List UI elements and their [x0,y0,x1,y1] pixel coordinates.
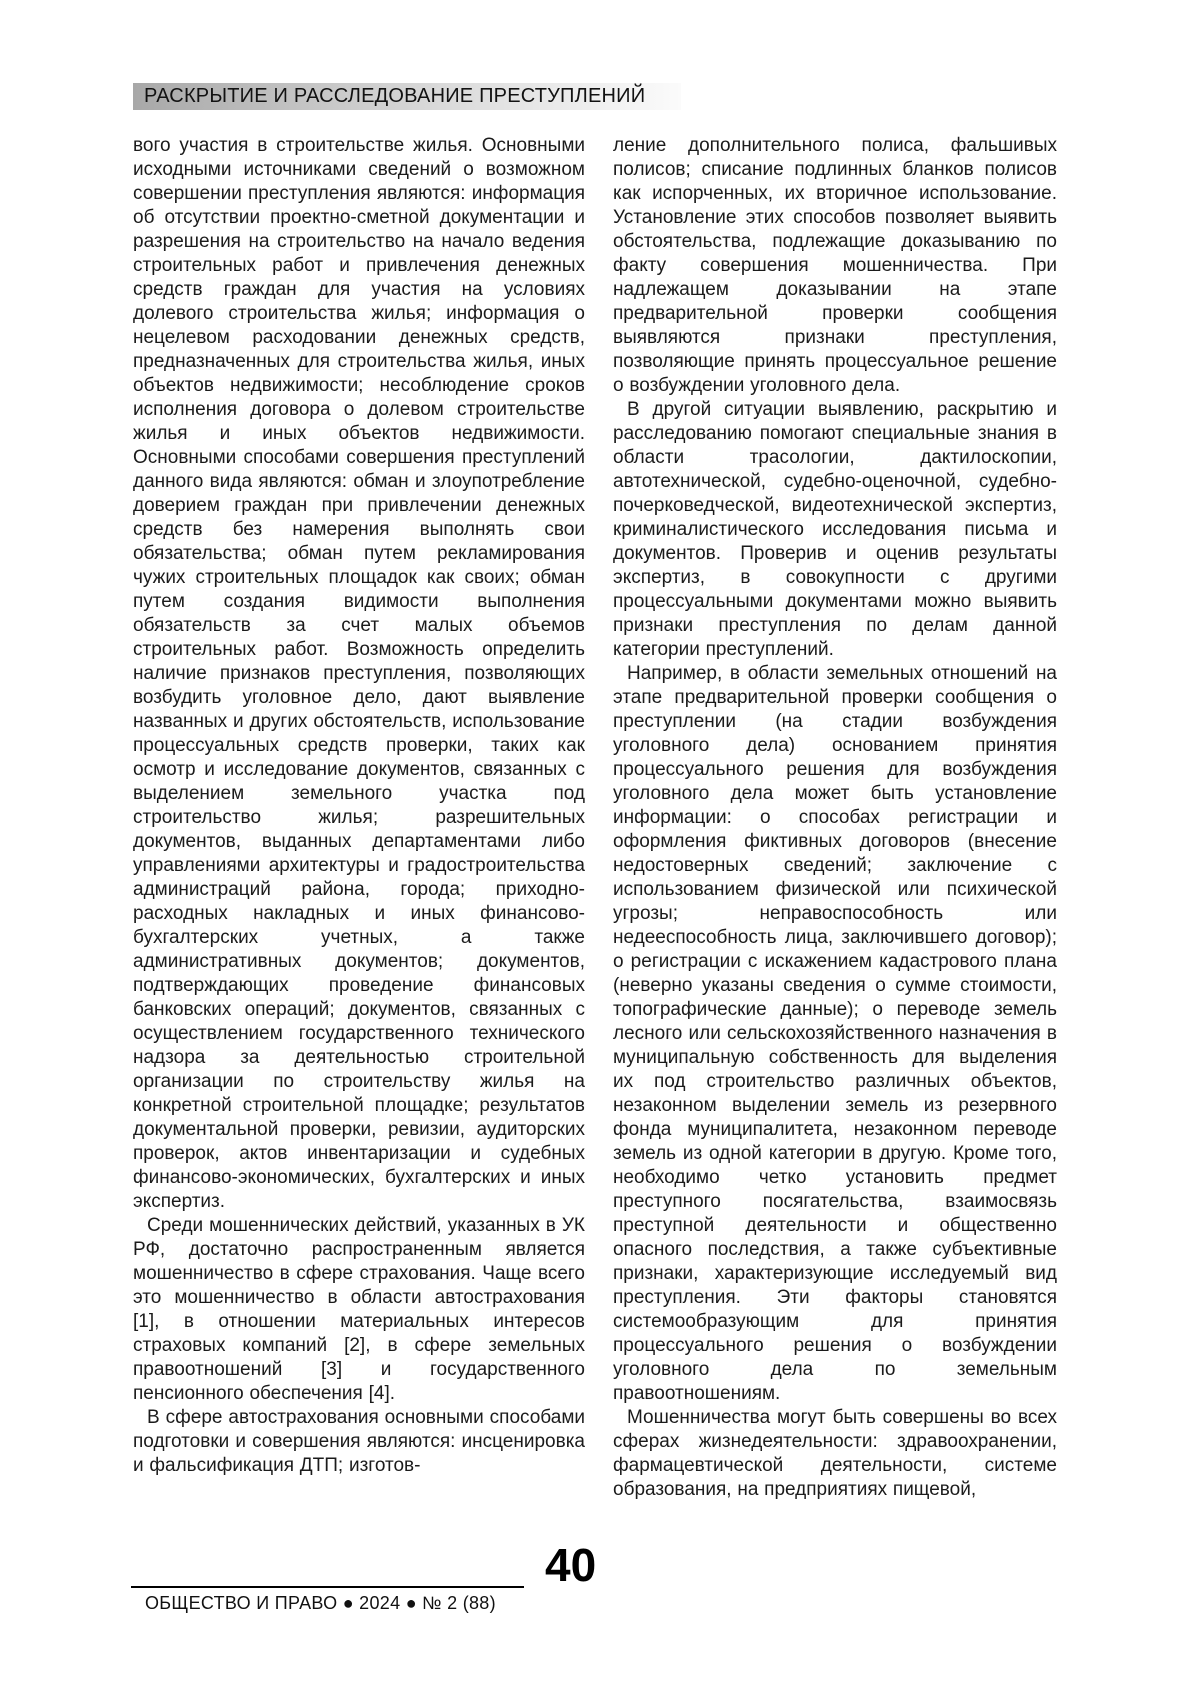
paragraph: Мошенничества могут быть совершены во всех сферах жизнедеятельности: здравоохранении, фармацевтической деятельности, системе образования, на предприятиях пищевой, [613,1407,1057,1500]
paragraph: В сфере автострахования основными способами подготовки и совершения являются: инсценировка и фальсификация ДТП; изготов- [133,1407,585,1476]
column-right [613,134,1057,1502]
column-left [133,134,585,1502]
footer-divider [131,1586,524,1588]
page-number: 40 [545,1539,597,1591]
paragraph: Среди мошеннических действий, указанных в УК РФ, достаточно распространенным является мошенничество в сфере страхования. Чаще всего это мошенничество в области автострахования [1], в отношении материальных интересов страховых компаний [2], в сфере земельных правоотношений [3] и государственного пенсионного обеспечения [4]. [133,1215,585,1404]
paragraph: В другой ситуации выявлению, раскрытию и расследованию помогают специальные знания в области трасологии, дактилоскопии, автотехнической, судебно-оценочной, судебно-почерковедческой, видеотехнической экспертиз, криминалистического исследования письма и документов. Проверив и оценив результаты экспертиз, в совокупности с другими процессуальными документами можно выявить признаки преступления по делам данной категории преступлений. [613,399,1057,660]
text-columns [133,134,1057,1502]
section-header-title: РАСКРЫТИЕ И РАССЛЕДОВАНИЕ ПРЕСТУПЛЕНИЙ [144,85,646,107]
journal-footer: ОБЩЕСТВО И ПРАВО ● 2024 ● № 2 (88) [145,1593,496,1613]
paragraph: вого участия в строительстве жилья. Основными исходными источниками сведений о возможном совершении преступления являются: информация об отсутствии проектно-сметной документации и разрешения на строительство на начало ведения строительных работ и привлечения денежных средств граждан для участия на условиях долевого строительства жилья; информация о нецелевом расходовании денежных средств, предназначенных для строительства жилья, иных объектов недвижимости; несоблюдение сроков исполнения договора о долевом строительстве жилья и иных объектов недвижимости. Основными способами совершения преступлений данного вида являются: обман и злоупотребление доверием граждан при привлечении денежных средств без намерения выполнять свои обязательства; обман путем рекламирования чужих строительных площадок как своих; обман путем создания видимости выполнения обязательств за счет малых объемов строительных работ. Возможность определить наличие признаков преступления, позволяющих возбудить уголовное дело, дают выявление названных и других обстоятельств, использование процессуальных средств проверки, таких как осмотр и исследование документов, связанных с выделением земельного участка под строительство жилья; разрешительных документов, выданных департаментами либо управлениями архитектуры и градостроительства администраций района, города; приходно-расходных накладных и иных финансово-бухгалтерских учетных, а также административных документов; документов, подтверждающих проведение финансовых банковских операций; документов, связанных с осуществлением государственного технического надзора за деятельностью строительной организации по строительству жилья на конкретной строительной площадке; результатов документальной проверки, ревизии, аудиторских проверок, актов инвентаризации и судебных финансово-экономических, бухгалтерских и иных экспертиз. [133,135,585,1212]
paragraph: ление дополнительного полиса, фальшивых полисов; списание подлинных бланков полисов как испорченных, их вторичное использование. Установление этих способов позволяет выявить обстоятельства, подлежащие доказыванию по факту совершения мошенничества. При надлежащем доказывании на этапе предварительной проверки сообщения выявляются признаки преступления, позволяющие принять процессуальное решение о возбуждении уголовного дела. [613,135,1057,396]
section-header-bar [133,83,681,110]
paragraph: Например, в области земельных отношений на этапе предварительной проверки сообщения о преступлении (на стадии возбуждения уголовного дела) основанием принятия процессуального решения для возбуждения уголовного дела может быть установление информации: о способах регистрации и оформления фиктивных договоров (внесение недостоверных сведений; заключение с использованием физической или психической угрозы; неправоспособность или недееспособность лица, заключившего договор); о регистрации с искажением кадастрового плана (неверно указаны сведения о сумме стоимости, топографические данные); о переводе земель лесного или сельскохозяйственного назначения в муниципальную собственность для выделения их под строительство различных объектов, незаконном выделении земель из резервного фонда муниципалитета, незаконном переводе земель из одной категории в другую. Кроме того, необходимо четко установить предмет преступного посягательства, взаимосвязь преступной деятельности и общественно опасного последствия, а также субъективные признаки, характеризующие исследуемый вид преступления. Эти факторы становятся системообразующим для принятия процессуального решения о возбуждении уголовного дела по земельным правоотношениям. [613,663,1057,1404]
